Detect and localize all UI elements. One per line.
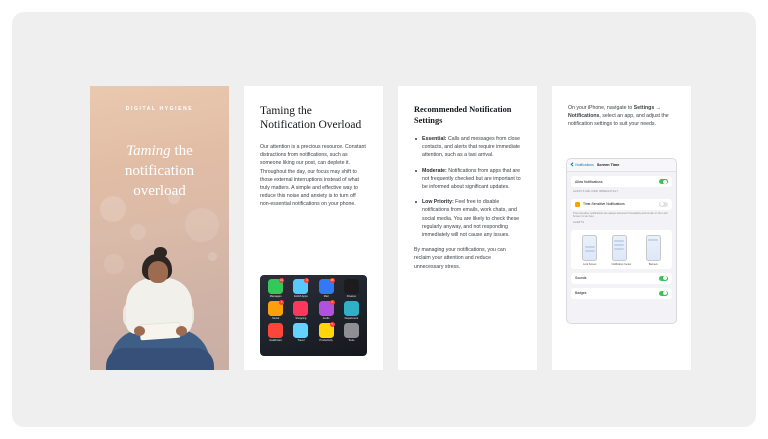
back-label: Notifications bbox=[575, 163, 594, 167]
figure-face bbox=[148, 261, 168, 283]
app-icon-tile[interactable] bbox=[341, 323, 362, 342]
settings-title: Screen Time bbox=[596, 163, 620, 167]
notification-badge: 12 bbox=[280, 279, 283, 282]
app-icon-tile[interactable] bbox=[265, 279, 286, 298]
app-icon[interactable] bbox=[268, 301, 283, 316]
sounds-row[interactable] bbox=[571, 273, 672, 284]
list-item: Moderate: Notifications from apps that are not frequently checked but are important to be informed about significant updates. bbox=[422, 167, 521, 191]
cover-kicker: DIGITAL HYGIENE bbox=[125, 106, 194, 112]
alert-style-label: Notification Center bbox=[611, 262, 632, 266]
clock-icon bbox=[575, 202, 580, 207]
list-item: Low Priority: Feel free to disable notifications from emails, work chats, and social media. You are likely to check these regularly anyway, and not responding immediately will not cause any issues. bbox=[422, 199, 520, 239]
figure-left-hand bbox=[134, 326, 145, 336]
phone-preview-bar bbox=[585, 246, 595, 248]
figure-right-hand bbox=[176, 326, 187, 336]
page-title: Taming the Notification Overload bbox=[260, 105, 362, 131]
allow-notifications-label: Allow Notifications bbox=[575, 179, 603, 184]
cover-title-line2: notification bbox=[124, 163, 195, 179]
list-item-lead: Moderate: bbox=[422, 167, 447, 174]
app-label: Mail bbox=[323, 295, 329, 298]
time-sensitive-label-group bbox=[575, 202, 625, 207]
figure-legs-front bbox=[106, 348, 214, 370]
app-label: Productivity bbox=[319, 339, 333, 342]
app-icon[interactable] bbox=[319, 301, 334, 316]
badges-row[interactable] bbox=[571, 288, 672, 299]
phone-preview-bar bbox=[648, 239, 658, 241]
settings-screenshot bbox=[566, 158, 677, 324]
app-icon[interactable] bbox=[268, 279, 283, 294]
bubble-decoration bbox=[130, 224, 146, 240]
app-label: Social bbox=[272, 317, 280, 320]
bubble-decoration bbox=[185, 208, 219, 242]
app-icon[interactable] bbox=[293, 279, 308, 294]
app-label: Audio bbox=[322, 317, 330, 320]
allow-notifications-toggle[interactable] bbox=[659, 179, 668, 184]
list-item-lead: Low Priority: bbox=[422, 199, 454, 206]
howto-paragraph bbox=[568, 104, 675, 129]
notification-badge: 9 bbox=[280, 301, 283, 304]
overload-paragraph: Our attention is a precious resource. Constant distractions from notifications, such as someone liking our post, can deplete it. Throughout the day, our focus may shift to those external interruptions instead of what truly matters. A simple and effective way to reduce this noise and anxiety is to turn off non-essential notifications on your phone. bbox=[260, 144, 366, 208]
back-button[interactable] bbox=[571, 163, 594, 167]
alert-style-option[interactable] bbox=[646, 235, 661, 266]
chevron-left-icon bbox=[570, 163, 575, 168]
app-label: Department bbox=[344, 317, 359, 320]
bubble-decoration bbox=[104, 254, 124, 274]
app-icon-tile[interactable] bbox=[290, 323, 311, 342]
notification-badge: 3 bbox=[306, 279, 308, 282]
cover-title-rest: the bbox=[170, 143, 193, 159]
app-label: Messages bbox=[269, 295, 282, 298]
howto-text-1: On your iPhone, navigate to bbox=[568, 105, 634, 111]
home-screen-screenshot bbox=[260, 275, 367, 356]
card-row bbox=[90, 86, 702, 370]
time-sensitive-help: Time-Sensitive notifications are always delivered immediately and remain on the Lock Screen for an hour. bbox=[573, 211, 668, 218]
alert-style-label: Banners bbox=[648, 262, 658, 266]
phone-preview-bar bbox=[614, 248, 624, 250]
app-icon[interactable] bbox=[344, 301, 359, 316]
phone-preview-bar bbox=[614, 244, 624, 246]
notification-badge: 2 bbox=[331, 301, 333, 304]
alert-style-label: Lock Screen bbox=[583, 262, 597, 266]
howto-bold-settings: Settings bbox=[633, 105, 655, 111]
list-item: Essential: Calls and messages from close contacts, and alerts that require immediate attention, such as a taxi arrival. bbox=[422, 136, 521, 159]
recommendation-list bbox=[414, 135, 521, 239]
alert-style-option[interactable] bbox=[612, 235, 632, 266]
app-label: Shopping bbox=[295, 317, 307, 320]
time-sensitive-row[interactable] bbox=[571, 199, 672, 210]
allow-notifications-row[interactable] bbox=[571, 176, 672, 187]
app-label: Finance bbox=[346, 295, 356, 298]
howto-bold-notifications: Notifications bbox=[568, 113, 600, 120]
settings-navbar bbox=[567, 159, 676, 172]
figure-book bbox=[140, 323, 181, 341]
app-icon-tile[interactable] bbox=[290, 279, 311, 298]
app-icon[interactable] bbox=[319, 279, 334, 294]
alert-style-options bbox=[571, 230, 672, 269]
app-icon[interactable] bbox=[293, 301, 308, 316]
always-deliver-caption: ALWAYS DELIVER IMMEDIATELY bbox=[573, 190, 619, 193]
badges-label: Badges bbox=[575, 291, 587, 295]
app-label: Tools bbox=[348, 339, 355, 342]
time-sensitive-toggle[interactable] bbox=[659, 202, 668, 207]
app-icon[interactable] bbox=[344, 279, 359, 294]
time-sensitive-label: Time-Sensitive Notifications bbox=[583, 202, 625, 207]
cover-title bbox=[90, 141, 229, 201]
app-icon-tile[interactable] bbox=[290, 301, 311, 320]
app-icon-tile[interactable] bbox=[316, 301, 337, 320]
overload-card bbox=[244, 86, 383, 370]
cover-card bbox=[90, 86, 229, 370]
recommendations-closing: By managing your notifications, you can reclaim your attention and reduce unnecessary stress. bbox=[414, 247, 506, 270]
sounds-label: Sounds bbox=[575, 276, 587, 280]
app-icon-tile[interactable] bbox=[316, 323, 337, 342]
app-icon[interactable] bbox=[293, 323, 308, 338]
app-icon[interactable] bbox=[344, 323, 359, 338]
phone-preview-icon bbox=[582, 235, 597, 261]
alerts-caption: ALERTS bbox=[573, 221, 585, 225]
app-icon[interactable] bbox=[319, 323, 334, 338]
cover-illustration bbox=[90, 86, 229, 370]
alert-style-option[interactable] bbox=[582, 235, 597, 266]
badges-toggle[interactable] bbox=[659, 291, 668, 296]
app-icon-tile[interactable] bbox=[341, 279, 362, 298]
slide-canvas bbox=[12, 12, 756, 427]
phone-preview-bar bbox=[614, 240, 624, 242]
sounds-toggle[interactable] bbox=[659, 276, 668, 281]
app-icon[interactable] bbox=[268, 323, 283, 338]
notification-badge: 48 bbox=[330, 279, 334, 282]
app-label: Travel bbox=[297, 339, 305, 342]
cover-title-italic: Taming bbox=[126, 143, 171, 159]
phone-preview-icon bbox=[646, 235, 661, 261]
phone-preview-bar bbox=[585, 250, 595, 252]
notification-badge: 5 bbox=[331, 323, 333, 326]
recommendations-title: Recommended Notification Settings bbox=[414, 105, 512, 125]
cover-title-line3: overload bbox=[133, 183, 186, 199]
recommendations-card bbox=[398, 86, 537, 370]
howto-arrow: → bbox=[654, 105, 661, 111]
app-icon-tile[interactable] bbox=[316, 279, 337, 298]
app-grid bbox=[265, 279, 362, 342]
app-icon-tile[interactable] bbox=[341, 301, 362, 320]
bubble-decoration bbox=[208, 252, 217, 261]
list-item-lead: Essential: bbox=[422, 136, 447, 142]
app-icon-tile[interactable] bbox=[265, 301, 286, 320]
app-label: Healthcare bbox=[269, 339, 282, 342]
howto-text-2: , select an app, and adjust the notification settings to suit your needs. bbox=[568, 113, 669, 128]
howto-card bbox=[552, 86, 691, 370]
app-label: ELIZA Apps bbox=[294, 295, 308, 298]
app-icon-tile[interactable] bbox=[265, 323, 286, 342]
phone-preview-icon bbox=[612, 235, 627, 261]
